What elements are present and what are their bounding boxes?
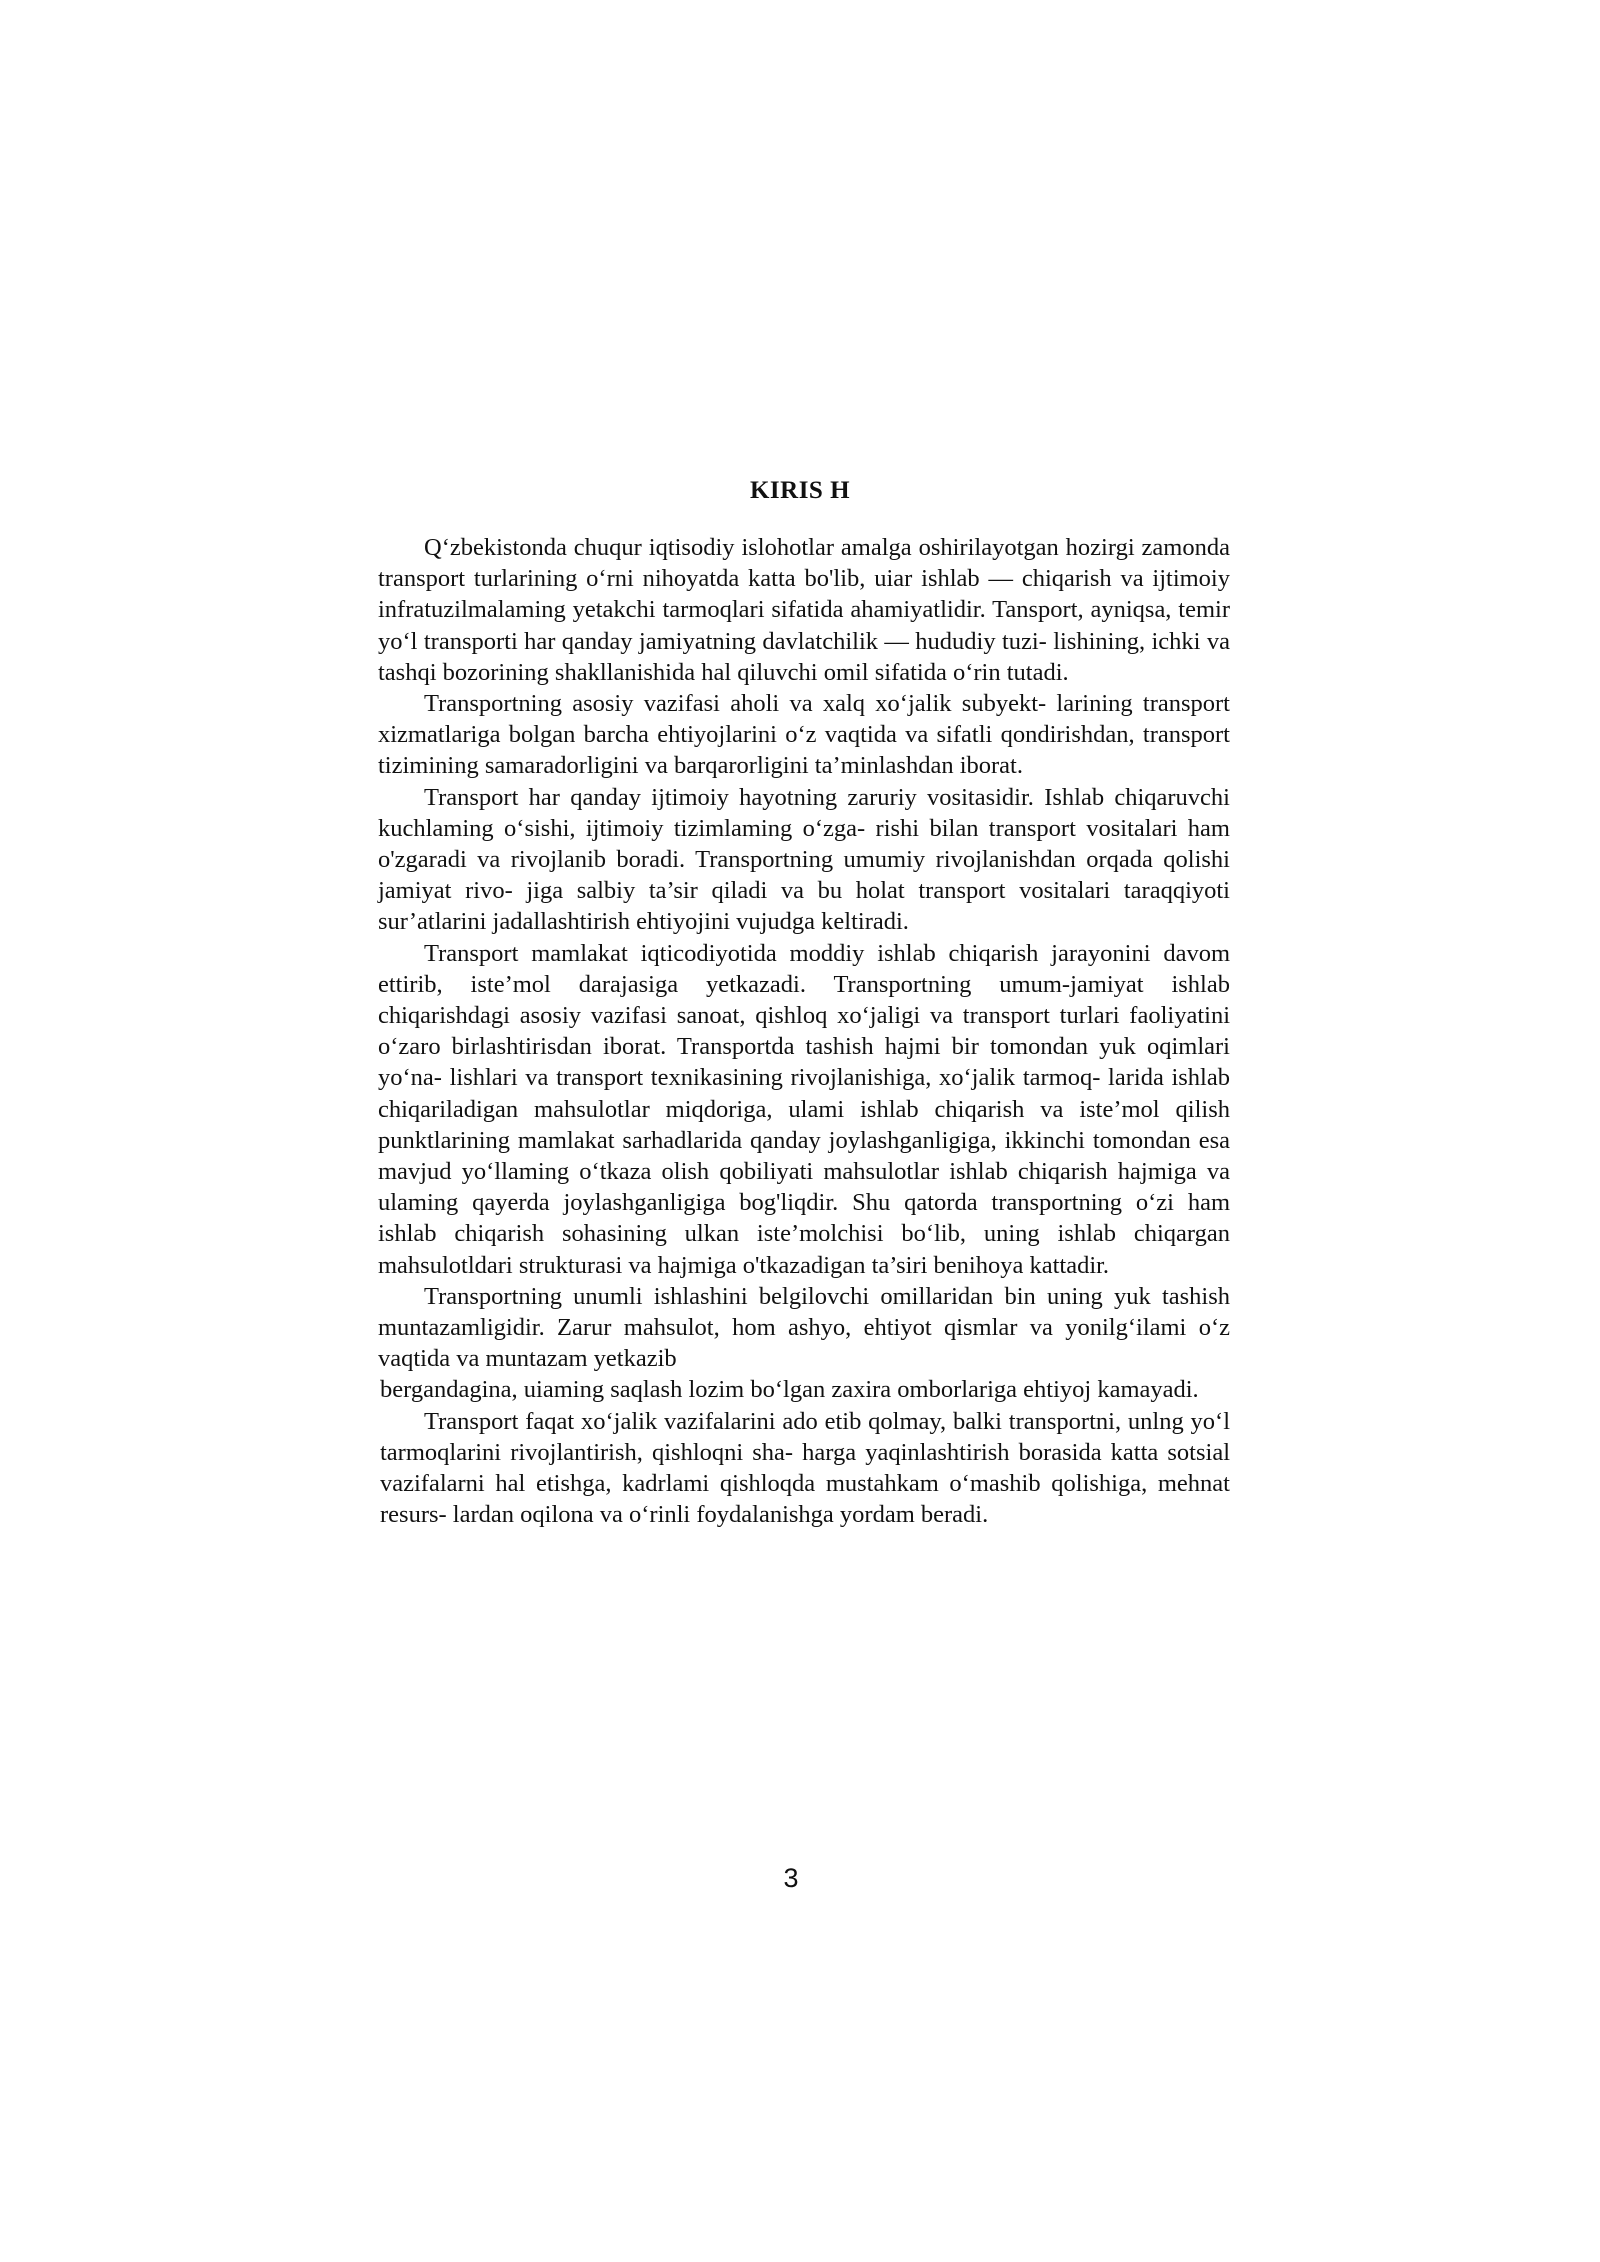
paragraph-2: Transportning asosiy vazifasi aholi va xalq xo‘jalik subyekt- larining transport xizmatlariga bolgan barcha ehtiyojlarini o‘z vaqtida va sifatli qondirishdan, transport tizimining samaradorligini va barqarorligini ta’minlashdan iborat. <box>378 690 1230 780</box>
paragraph-6: Transport faqat xo‘jalik vazifalarini ado etib qolmay, balki transportni, unlng yo‘l tarmoqlarini rivojlantirish, qishloqni sha- harga yaqinlashtirish borasida katta sotsial vazifalarni hal etishga, kadrlami qishloqda mustahkam o‘mashib qolishiga, mehnat resurs- lardan oqilona va o‘rinli foydalanishga yordam beradi. <box>380 1407 1230 1529</box>
body-text <box>378 532 1230 1531</box>
page-number: 3 <box>783 1863 799 1893</box>
paragraph-5: Transportning unumli ishlashini belgilovchi omillaridan bin uning yuk tashish muntazamligidir. Zarur mahsulot, hom ashyo, ehtiyot qismlar va yonilg‘ilami o‘z vaqtida va muntazam yetkazib <box>378 1282 1230 1373</box>
paragraph-1: Q‘zbekistonda chuqur iqtisodiy islohotlar amalga oshirilayotgan hozirgi zamonda transport turlarining o‘rni nihoyatda katta bo'lib, uiar ishlab — chiqarish va ijtimoiy infratuzilmalaming yetakchi tarmoqlari sifatida ahamiyatlidir. Tansport, ayniqsa, temir yo‘l transporti har qanday jamiyatning davlatchilik — hududiy tuzi- lishining, ichki va tashqi bozorining shakllanishida hal qiluvchi omil sifatida o‘rin tutadi. <box>378 534 1230 686</box>
paragraph-3: Transport har qanday ijtimoiy hayotning zaruriy vositasidir. Ishlab chiqaruvchi kuchlaming o‘sishi, ijtimoiy tizimlaming o‘zga- rishi bilan transport vositalari ham o'zgaradi va rivojlanib boradi. Transportning umumiy rivojlanishdan orqada qolishi jamiyat rivo- jiga salbiy ta’sir qiladi va bu holat transport vositalari taraqqiyoti sur’atlarini jadallashtirish ehtiyojini vujudga keltiradi. <box>378 783 1230 936</box>
page-heading: KIRIS H <box>749 477 851 504</box>
paragraph-5-continuation: bergandagina, uiaming saqlash lozim bo‘lgan zaxira omborlariga ehtiyoj kamayadi. <box>380 1376 1199 1404</box>
paragraph-4: Transport mamlakat iqticodiyotida moddiy ishlab chiqarish jarayonini davom ettirib, iste’mol darajasiga yetkazadi. Transportning umum-jamiyat ishlab chiqarishdagi asosiy vazifasi sanoat, qishloq xo‘jaligi va transport turlari faoliyatini o‘zaro birlashtirisdan iborat. Transportda tashish hajmi bir tomondan yuk oqimlari yo‘na- lishlari va transport texnikasining rivojlanishiga, xo‘jalik tarmoq- larida ishlab chiqariladigan mahsulotlar miqdoriga, ulami ishlab chiqarish va iste’mol qilish punktlarining mamlakat sarhadlarida qanday joylashganligiga, ikkinchi tomondan esa mavjud yo‘llaming o‘tkaza olish qobiliyati mahsulotlar ishlab chiqarish hajmiga va ulaming qayerda joylashganligiga bog'liqdir. Shu qatorda transportning o‘zi ham ishlab chiqarish sohasining ulkan iste’molchisi bo‘lib, uning ishlab chiqargan mahsulotldari strukturasi va hajmiga o'tkazadigan ta’siri benihoya kattadir. <box>378 939 1230 1279</box>
